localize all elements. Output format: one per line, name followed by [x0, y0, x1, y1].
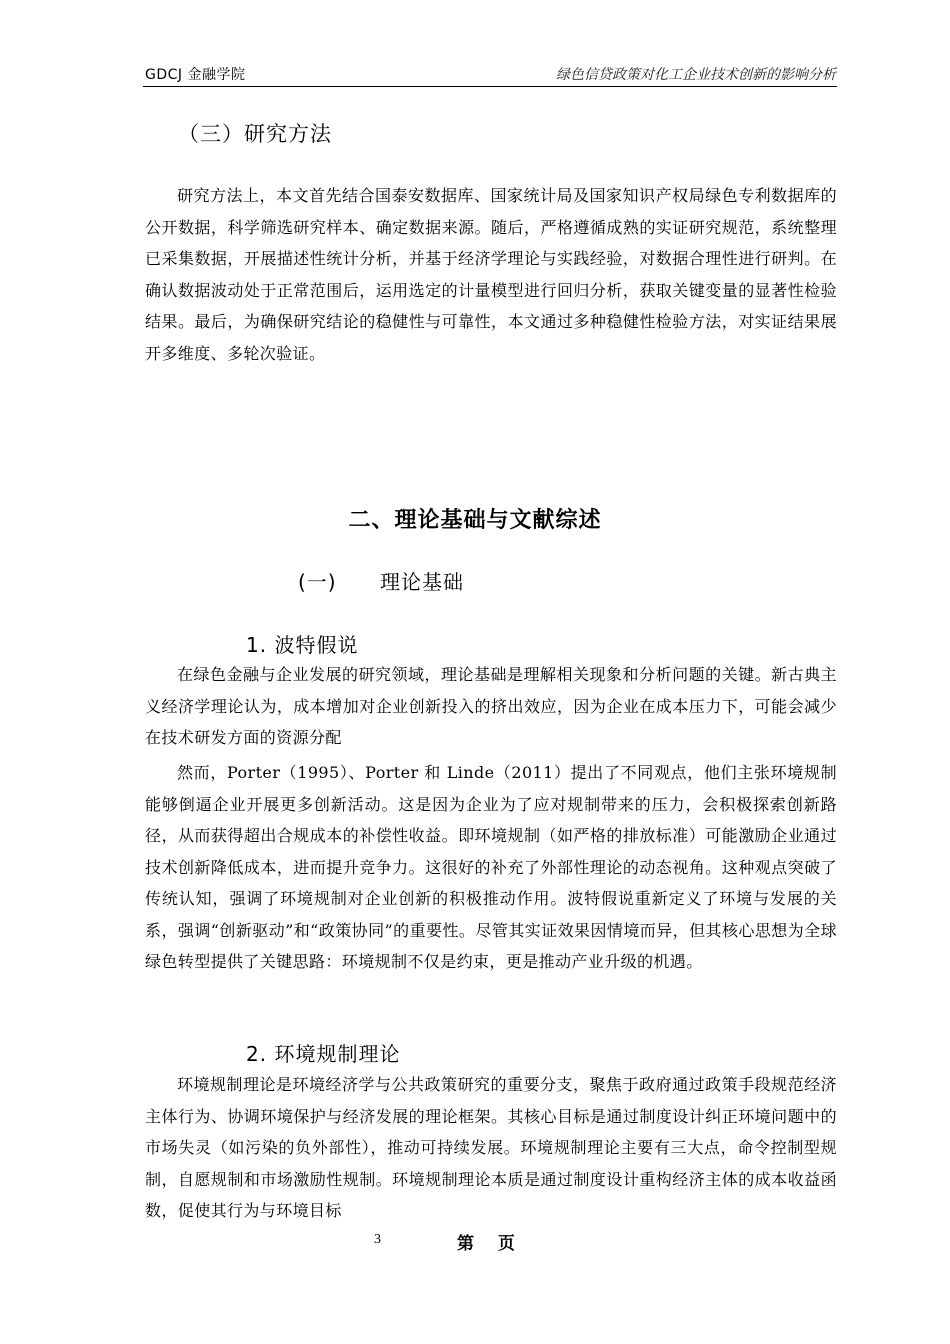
subsection-heading-theory: [298, 566, 464, 595]
chapter-heading: 二、理论基础与文献综述: [348, 508, 602, 533]
header-left: GDCJ 金融学院: [145, 67, 246, 83]
page-label: 第 页: [457, 1234, 517, 1254]
header-rule: [143, 86, 837, 87]
header-right-title: 绿色信贷政策对化工企业技术创新的影响分析: [556, 67, 836, 83]
porter-paragraph-1: 在绿色金融与企业发展的研究领域，理论基础是理解相关现象和分析问题的关键。新古典主义经济学理论认为，成本增加对企业创新投入的挤出效应，因为企业在成本压力下，可能会减少在技术研发方面的资源分配: [145, 665, 837, 747]
environmental-regulation-paragraph: 环境规制理论是环境经济学与公共政策研究的重要分支，聚焦于政府通过政策手段规范经济主体行为、协调环境保护与经济发展的理论框架。其核心目标是通过制度设计纠正环境问题中的市场失灵（如污染的负外部性），推动可持续发展。环境规制理论主要有三大点，命令控制型规制，自愿规制和市场激励性规制。环境规制理论本质是通过制度设计重构经济主体的成本收益函数，促使其行为与环境目标: [145, 1075, 837, 1220]
section-heading-research-methods: （三）研究方法: [178, 122, 332, 146]
subsection-number: (一): [298, 570, 337, 594]
environmental-regulation-heading: 2. 环境规制理论: [246, 1042, 401, 1066]
porter-paragraph-2: 然而，Porter（1995）、Porter 和 Linde（2011）提出了不同观点，他们主张环境规制能够倒逼企业开展更多创新活动。这是因为企业为了应对规制带来的压力，会积极探索创新路径，从而获得超出合规成本的补偿性收益。即环境规制（如严格的排放标准）可能激励企业通过技术创新降低成本，进而提升竞争力。这很好的补充了外部性理论的动态视角。这种观点突破了传统认知，强调了环境规制对企业创新的积极推动作用。波特假说重新定义了环境与发展的关系，强调“创新驱动”和“政策协同”的重要性。尽管其实证效果因情境而异，但其核心思想为全球绿色转型提供了关键思路：环境规制不仅是约束，更是推动产业升级的机遇。: [145, 763, 837, 971]
subsection-title: 理论基础: [380, 570, 464, 594]
page-number: 3: [374, 1232, 381, 1247]
research-methods-paragraph: 研究方法上，本文首先结合国泰安数据库、国家统计局及国家知识产权局绿色专利数据库的公开数据，科学筛选研究样本、确定数据来源。随后，严格遵循成熟的实证研究规范，系统整理已采集数据，开展描述性统计分析，并基于经济学理论与实践经验，对数据合理性进行研判。在确认数据波动处于正常范围后，运用选定的计量模型进行回归分析，获取关键变量的显著性检验结果。最后，为确保研究结论的稳健性与可靠性，本文通过多种稳健性检验方法，对实证结果展开多维度、多轮次验证。: [145, 186, 837, 363]
porter-hypothesis-heading: 1. 波特假说: [246, 633, 359, 657]
